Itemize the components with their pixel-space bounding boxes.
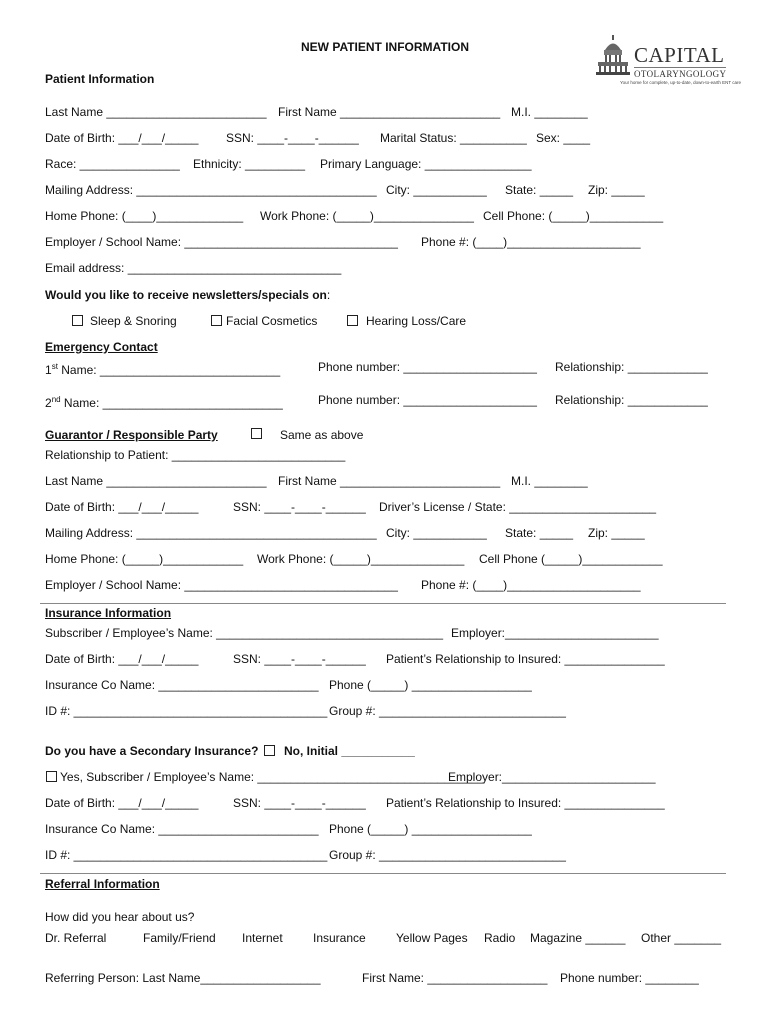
insurance-ssn-field[interactable]: SSN: ____-____-______ xyxy=(233,652,366,666)
same-as-above-label: Same as above xyxy=(280,428,364,442)
guarantor-mailing-field[interactable]: Mailing Address: ____________________________________ xyxy=(45,526,377,540)
hearing-loss-checkbox[interactable] xyxy=(347,315,358,326)
ordinal-suffix: st xyxy=(51,362,58,371)
emergency-heading: Emergency Contact xyxy=(45,340,158,354)
secondary-dob-field[interactable]: Date of Birth: ___/___/_____ xyxy=(45,796,199,810)
newsletter-question-text: Would you like to receive newsletters/specials on xyxy=(45,288,327,302)
ordinal-number: 2 xyxy=(45,396,52,410)
referring-phone-field[interactable]: Phone number: ________ xyxy=(560,971,699,985)
section-divider xyxy=(40,603,726,604)
facial-cosmetics-label: Facial Cosmetics xyxy=(226,314,318,328)
secondary-employer-field[interactable]: Employer:_______________________ xyxy=(448,770,656,784)
same-as-above-checkbox[interactable] xyxy=(251,428,262,439)
guarantor-state-field[interactable]: State: _____ xyxy=(505,526,574,540)
secondary-co-name-field[interactable]: Insurance Co Name: ________________________ xyxy=(45,822,319,836)
referring-last-name-field[interactable]: Referring Person: Last Name__________________ xyxy=(45,971,321,985)
patient-state-field[interactable]: State: _____ xyxy=(505,183,574,197)
referring-first-name-field[interactable]: First Name: __________________ xyxy=(362,971,548,985)
patient-email-field[interactable]: Email address: ________________________________ xyxy=(45,261,342,275)
patient-city-field[interactable]: City: ___________ xyxy=(386,183,487,197)
referral-option-internet[interactable]: Internet xyxy=(242,931,283,945)
name-blank: Name: ___________________________ xyxy=(57,363,281,377)
referral-heading: Referral Information xyxy=(45,877,160,891)
guarantor-mi-field[interactable]: M.I. ________ xyxy=(511,474,588,488)
referral-option-magazine[interactable]: Magazine ______ xyxy=(530,931,626,945)
patient-sex-field[interactable]: Sex: ____ xyxy=(536,131,591,145)
insurance-heading: Insurance Information xyxy=(45,606,172,620)
sleep-snoring-checkbox[interactable] xyxy=(72,315,83,326)
logo-tagline: Your home for complete, up-to-date, down-to-earth ENT care xyxy=(620,80,742,85)
guarantor-heading: Guarantor / Responsible Party xyxy=(45,428,218,442)
emergency-first-relationship-field[interactable]: Relationship: ____________ xyxy=(555,360,708,374)
capitol-building-icon xyxy=(596,34,630,76)
referral-option-dr-referral[interactable]: Dr. Referral xyxy=(45,931,107,945)
emergency-first-phone-field[interactable]: Phone number: ____________________ xyxy=(318,360,537,374)
secondary-yes-checkbox[interactable] xyxy=(46,771,57,782)
hearing-loss-label: Hearing Loss/Care xyxy=(366,314,467,328)
page-title: NEW PATIENT INFORMATION xyxy=(301,40,469,54)
patient-race-field[interactable]: Race: _______________ xyxy=(45,157,180,171)
logo-name: CAPITAL xyxy=(634,43,725,67)
patient-home-phone-field[interactable]: Home Phone: (____)_____________ xyxy=(45,209,244,223)
facial-cosmetics-checkbox[interactable] xyxy=(211,315,222,326)
insurance-dob-field[interactable]: Date of Birth: ___/___/_____ xyxy=(45,652,199,666)
section-divider xyxy=(40,873,726,874)
patient-employer-field[interactable]: Employer / School Name: ________________________________ xyxy=(45,235,398,249)
insurance-employer-field[interactable]: Employer:_______________________ xyxy=(451,626,659,640)
emergency-first-name-field[interactable] xyxy=(45,360,280,377)
guarantor-work-phone-field[interactable]: Work Phone: (_____)______________ xyxy=(257,552,465,566)
secondary-no-initial-field[interactable]: No, Initial ___________ xyxy=(284,744,415,758)
patient-marital-field[interactable]: Marital Status: __________ xyxy=(380,131,527,145)
guarantor-home-phone-field[interactable]: Home Phone: (_____)____________ xyxy=(45,552,244,566)
patient-employer-phone-field[interactable]: Phone #: (____)____________________ xyxy=(421,235,641,249)
referral-option-family-friend[interactable]: Family/Friend xyxy=(143,931,216,945)
referral-question: How did you hear about us? xyxy=(45,910,195,924)
patient-work-phone-field[interactable]: Work Phone: (_____)_______________ xyxy=(260,209,474,223)
ordinal-suffix: nd xyxy=(51,395,61,404)
guarantor-first-name-field[interactable]: First Name ________________________ xyxy=(278,474,501,488)
insurance-subscriber-field[interactable]: Subscriber / Employee’s Name: __________________________________ xyxy=(45,626,444,640)
referral-option-other[interactable]: Other _______ xyxy=(641,931,722,945)
newsletter-colon: : xyxy=(326,288,331,302)
secondary-id-field[interactable]: ID #: ______________________________________ xyxy=(45,848,328,862)
referral-option-insurance[interactable]: Insurance xyxy=(313,931,366,945)
secondary-relationship-field[interactable]: Patient’s Relationship to Insured: _______________ xyxy=(386,796,665,810)
secondary-no-checkbox[interactable] xyxy=(264,745,275,756)
patient-dob-field[interactable]: Date of Birth: ___/___/_____ xyxy=(45,131,199,145)
patient-mailing-field[interactable]: Mailing Address: ____________________________________ xyxy=(45,183,377,197)
secondary-group-field[interactable]: Group #: ____________________________ xyxy=(329,848,566,862)
guarantor-employer-field[interactable]: Employer / School Name: ________________________________ xyxy=(45,578,398,592)
patient-mi-field[interactable]: M.I. ________ xyxy=(511,105,588,119)
guarantor-cell-phone-field[interactable]: Cell Phone (_____)____________ xyxy=(479,552,663,566)
guarantor-ssn-field[interactable]: SSN: ____-____-______ xyxy=(233,500,366,514)
name-blank: Name: ___________________________ xyxy=(60,396,283,410)
patient-ssn-field[interactable]: SSN: ____-____-______ xyxy=(226,131,359,145)
emergency-second-relationship-field[interactable]: Relationship: ____________ xyxy=(555,393,708,407)
guarantor-last-name-field[interactable]: Last Name ________________________ xyxy=(45,474,267,488)
sleep-snoring-label: Sleep & Snoring xyxy=(90,314,177,328)
guarantor-license-field[interactable]: Driver’s License / State: ______________________ xyxy=(379,500,657,514)
guarantor-employer-phone-field[interactable]: Phone #: (____)____________________ xyxy=(421,578,641,592)
insurance-group-field[interactable]: Group #: ____________________________ xyxy=(329,704,566,718)
newsletter-question xyxy=(45,288,330,302)
ordinal-number: 1 xyxy=(45,363,52,377)
patient-cell-phone-field[interactable]: Cell Phone: (_____)___________ xyxy=(483,209,664,223)
insurance-relationship-field[interactable]: Patient’s Relationship to Insured: _______________ xyxy=(386,652,665,666)
patient-ethnicity-field[interactable]: Ethnicity: _________ xyxy=(193,157,306,171)
patient-heading: Patient Information xyxy=(45,72,155,86)
referral-option-radio[interactable]: Radio xyxy=(484,931,516,945)
secondary-phone-field[interactable]: Phone (_____) __________________ xyxy=(329,822,532,836)
logo-sub: OTOLARYNGOLOGY xyxy=(634,69,727,79)
logo xyxy=(596,34,742,90)
guarantor-relationship-field[interactable]: Relationship to Patient: __________________________ xyxy=(45,448,346,462)
insurance-id-field[interactable]: ID #: ______________________________________ xyxy=(45,704,328,718)
guarantor-zip-field[interactable]: Zip: _____ xyxy=(588,526,645,540)
referral-option-yellow-pages[interactable]: Yellow Pages xyxy=(396,931,468,945)
insurance-phone-field[interactable]: Phone (_____) __________________ xyxy=(329,678,532,692)
patient-first-name-field[interactable]: First Name ________________________ xyxy=(278,105,501,119)
emergency-second-name-field[interactable] xyxy=(45,393,283,410)
secondary-question: Do you have a Secondary Insurance? xyxy=(45,744,259,758)
secondary-ssn-field[interactable]: SSN: ____-____-______ xyxy=(233,796,366,810)
emergency-second-phone-field[interactable]: Phone number: ____________________ xyxy=(318,393,537,407)
insurance-co-name-field[interactable]: Insurance Co Name: ________________________ xyxy=(45,678,319,692)
patient-language-field[interactable]: Primary Language: ________________ xyxy=(320,157,532,171)
secondary-subscriber-field[interactable]: Yes, Subscriber / Employee’s Name: __________________________________ xyxy=(60,770,485,784)
patient-zip-field[interactable]: Zip: _____ xyxy=(588,183,645,197)
patient-last-name-field[interactable]: Last Name ________________________ xyxy=(45,105,267,119)
guarantor-city-field[interactable]: City: ___________ xyxy=(386,526,487,540)
guarantor-dob-field[interactable]: Date of Birth: ___/___/_____ xyxy=(45,500,199,514)
